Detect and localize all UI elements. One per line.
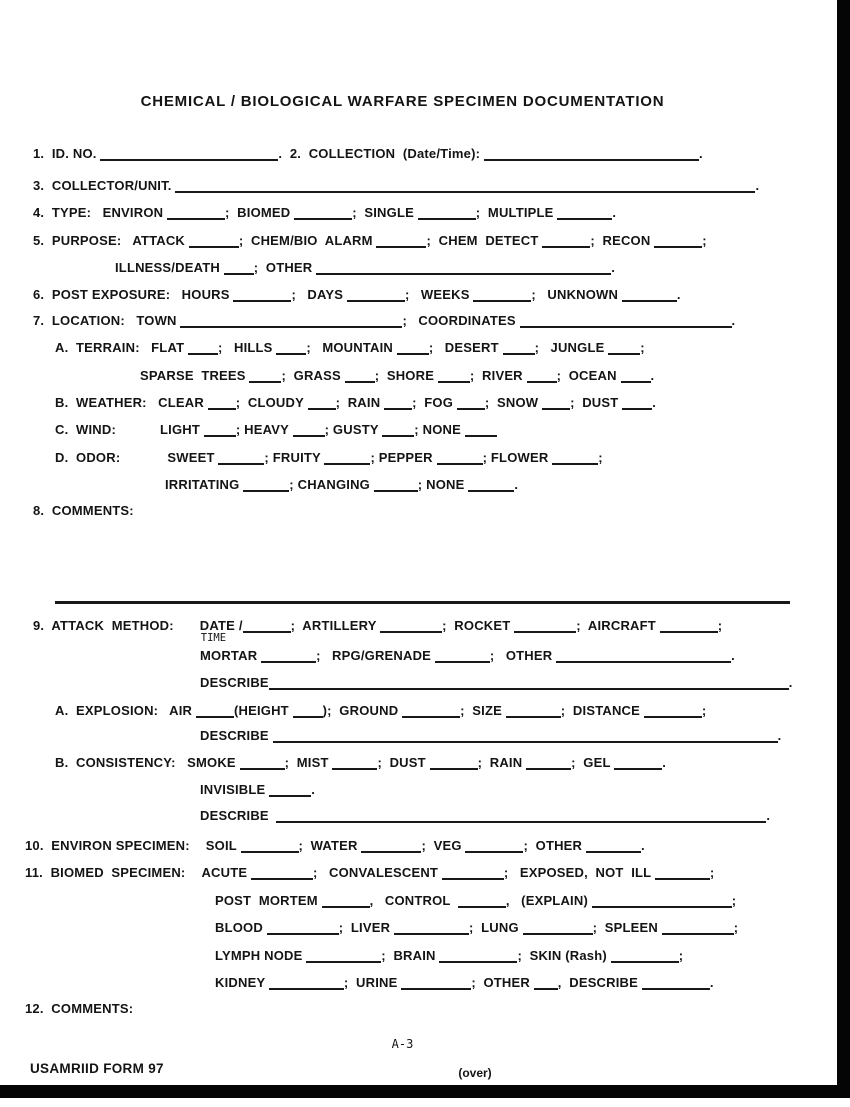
form-label: 8. COMMENTS: xyxy=(33,503,134,518)
form-label: ; xyxy=(678,948,684,963)
over-note: (over) xyxy=(458,1066,492,1080)
blank-field xyxy=(249,368,281,383)
blank-field xyxy=(384,395,412,410)
form-label: BLOOD xyxy=(215,920,267,935)
line-attack-describe xyxy=(200,675,793,690)
form-label: , DESCRIBE xyxy=(557,975,642,990)
blank-field xyxy=(465,838,523,853)
form-label: ; BRAIN xyxy=(381,948,440,963)
form-label: POST MORTEM xyxy=(215,893,322,908)
form-label: ; NONE xyxy=(414,422,465,437)
form-label: . xyxy=(755,178,760,193)
blank-field xyxy=(241,838,299,853)
blank-field xyxy=(418,205,476,220)
label-gap xyxy=(120,461,167,462)
blank-field xyxy=(465,422,497,437)
blank-field xyxy=(306,948,381,963)
line-odor-cont xyxy=(165,477,518,492)
blank-field xyxy=(642,975,710,990)
line-type xyxy=(33,205,616,220)
form-label: ; OTHER xyxy=(471,975,534,990)
scan-edge-right xyxy=(837,0,850,1098)
blank-field xyxy=(644,703,702,718)
blank-field xyxy=(294,205,352,220)
form-label: ; MIST xyxy=(284,755,333,770)
blank-field xyxy=(308,395,336,410)
blank-field xyxy=(218,450,264,465)
form-label: 7. LOCATION: TOWN xyxy=(33,313,181,328)
form-label: 9. ATTACK METHOD: xyxy=(33,618,174,633)
form-label: A. TERRAIN: FLAT xyxy=(55,340,189,355)
form-label: ; JUNGLE xyxy=(534,340,609,355)
blank-field xyxy=(556,648,731,663)
line-biomed-specimen xyxy=(25,865,714,880)
form-label: ; OTHER xyxy=(489,648,557,663)
line-consistency xyxy=(55,755,666,770)
blank-field xyxy=(622,287,677,302)
blank-field xyxy=(293,703,323,718)
form-label: ; LIVER xyxy=(338,920,395,935)
form-label: ; DESERT xyxy=(428,340,503,355)
form-label: ; CHANGING xyxy=(289,477,374,492)
blank-field xyxy=(458,893,506,908)
blank-field xyxy=(527,368,557,383)
form-label: ; OTHER xyxy=(523,838,586,853)
blank-field xyxy=(473,287,531,302)
line-explosion xyxy=(55,703,706,718)
form-label: DESCRIBE xyxy=(200,675,269,690)
form-label: ; DISTANCE xyxy=(560,703,644,718)
form-label: . xyxy=(731,313,736,328)
form-label: 3. COLLECTOR/UNIT. xyxy=(33,178,176,193)
blank-field xyxy=(261,648,316,663)
form-label: ; xyxy=(731,893,737,908)
form-label: (HEIGHT xyxy=(233,703,293,718)
line-biomed-cont-1 xyxy=(215,893,736,908)
form-label: , CONTROL xyxy=(369,893,458,908)
blank-field xyxy=(401,975,471,990)
blank-field xyxy=(662,920,734,935)
blank-field xyxy=(189,233,239,248)
blank-field xyxy=(660,618,718,633)
blank-field xyxy=(267,920,339,935)
line-comments-8 xyxy=(33,503,134,518)
blank-field xyxy=(332,755,377,770)
line-odor xyxy=(55,450,603,465)
blank-field xyxy=(361,838,421,853)
form-label: ; HEAVY xyxy=(235,422,293,437)
blank-field xyxy=(397,340,429,355)
blank-field xyxy=(586,838,641,853)
form-label: ; SNOW xyxy=(484,395,543,410)
form-label: ; OTHER xyxy=(253,260,317,275)
blank-field xyxy=(208,395,236,410)
blank-field xyxy=(442,865,504,880)
form-label: . xyxy=(777,728,782,743)
blank-field xyxy=(316,260,611,275)
blank-field xyxy=(534,975,558,990)
page-number: A-3 xyxy=(391,1037,414,1051)
form-label: . xyxy=(514,477,519,492)
form-label: ; SKIN (Rash) xyxy=(517,948,611,963)
form-label: 5. PURPOSE: ATTACK xyxy=(33,233,189,248)
form-label: , (EXPLAIN) xyxy=(505,893,592,908)
form-label: ; SHORE xyxy=(374,368,438,383)
form-label: ; DAYS xyxy=(291,287,347,302)
form-label: ; xyxy=(640,340,645,355)
form-label: ; MULTIPLE xyxy=(475,205,558,220)
form-label: ; HILLS xyxy=(218,340,277,355)
blank-field xyxy=(273,728,778,743)
blank-field xyxy=(324,450,370,465)
form-label: ; WATER xyxy=(298,838,362,853)
form-label: ; AIRCRAFT xyxy=(576,618,660,633)
blank-field xyxy=(468,477,514,492)
label-gap xyxy=(116,433,160,434)
form-label: ; RAIN xyxy=(477,755,527,770)
form-label: ; CLOUDY xyxy=(235,395,308,410)
blank-field xyxy=(621,368,651,383)
scan-edge-bottom xyxy=(0,1085,850,1098)
blank-field xyxy=(439,948,517,963)
blank-field xyxy=(175,178,755,193)
blank-field xyxy=(167,205,225,220)
blank-field xyxy=(592,893,732,908)
line-collector-unit xyxy=(33,178,759,193)
line-purpose xyxy=(33,233,707,248)
blank-field xyxy=(655,865,710,880)
form-label: 1. ID. NO. xyxy=(33,146,101,161)
blank-field xyxy=(269,675,789,690)
blank-field xyxy=(552,450,598,465)
form-label: . xyxy=(611,260,616,275)
blank-field xyxy=(523,920,593,935)
blank-field xyxy=(514,618,576,633)
form-label: ; NONE xyxy=(417,477,469,492)
form-label: ILLNESS/DEATH xyxy=(115,260,224,275)
form-label: . 2. COLLECTION (Date/Time): xyxy=(278,146,484,161)
line-consistency-describe xyxy=(200,808,770,823)
blank-field xyxy=(614,755,662,770)
form-label: . xyxy=(311,782,315,797)
form-label: SPARSE TREES xyxy=(140,368,250,383)
form-label: LYMPH NODE xyxy=(215,948,307,963)
form-label: ; VEG xyxy=(421,838,466,853)
blank-field xyxy=(269,782,311,797)
form-label: ; UNKNOWN xyxy=(531,287,622,302)
form-label: LIGHT xyxy=(160,422,204,437)
form-label: KIDNEY xyxy=(215,975,269,990)
form-label: ; xyxy=(702,233,707,248)
blank-field xyxy=(345,368,375,383)
form-label: ; WEEKS xyxy=(404,287,474,302)
line-attack-method-cont xyxy=(200,648,735,663)
date-time-stacked-label xyxy=(199,618,243,644)
blank-field xyxy=(520,313,732,328)
form-label: ; GUSTY xyxy=(324,422,383,437)
blank-field xyxy=(542,395,570,410)
line-terrain-cont xyxy=(140,368,654,383)
blank-field xyxy=(382,422,414,437)
form-sublabel: TIME xyxy=(200,632,227,644)
blank-field xyxy=(269,975,344,990)
line-post-exposure xyxy=(33,287,681,302)
form-label: ; xyxy=(717,618,723,633)
label-gap xyxy=(190,849,206,850)
blank-field xyxy=(233,287,291,302)
line-biomed-cont-2 xyxy=(215,920,738,935)
form-label: ; URINE xyxy=(343,975,402,990)
form-label: . xyxy=(731,648,735,663)
blank-field xyxy=(506,703,561,718)
form-label: B. CONSISTENCY: SMOKE xyxy=(55,755,240,770)
form-label: DESCRIBE xyxy=(200,728,273,743)
form-label: ; ARTILLERY xyxy=(290,618,381,633)
blank-field xyxy=(622,395,652,410)
line-location xyxy=(33,313,735,328)
blank-field xyxy=(608,340,640,355)
form-label: ; xyxy=(733,920,739,935)
blank-field xyxy=(376,233,426,248)
blank-field xyxy=(435,648,490,663)
form-label: ; FLOWER xyxy=(482,450,553,465)
blank-field xyxy=(276,340,306,355)
section-divider xyxy=(55,601,790,604)
form-label: ; xyxy=(701,703,707,718)
form-id-label: USAMRIID FORM 97 xyxy=(30,1061,164,1076)
form-label: ; RECON xyxy=(590,233,655,248)
form-label: SWEET xyxy=(167,450,219,465)
line-biomed-cont-4 xyxy=(215,975,714,990)
form-label: ; FRUITY xyxy=(264,450,325,465)
blank-field xyxy=(484,146,699,161)
blank-field xyxy=(402,703,460,718)
line-terrain xyxy=(55,340,645,355)
form-label: ; RAIN xyxy=(335,395,385,410)
blank-field xyxy=(438,368,470,383)
form-label: ; BIOMED xyxy=(225,205,295,220)
form-label: ACUTE xyxy=(201,865,252,880)
blank-field xyxy=(322,893,370,908)
form-label: ; SIZE xyxy=(460,703,506,718)
form-label: ; OCEAN xyxy=(556,368,621,383)
form-label: ; SPLEEN xyxy=(592,920,662,935)
form-label: B. WEATHER: CLEAR xyxy=(55,395,208,410)
blank-field xyxy=(526,755,571,770)
form-label: ; MOUNTAIN xyxy=(306,340,397,355)
form-label: 11. BIOMED SPECIMEN: xyxy=(25,865,186,880)
form-label: A. EXPLOSION: AIR xyxy=(55,703,196,718)
blank-field xyxy=(374,477,418,492)
line-biomed-cont-3 xyxy=(215,948,683,963)
line-attack-method xyxy=(33,618,723,644)
form-label: SOIL xyxy=(205,838,241,853)
form-label: . xyxy=(650,368,655,383)
blank-field xyxy=(437,450,483,465)
form-label: ; LUNG xyxy=(469,920,523,935)
blank-field xyxy=(243,477,289,492)
form-label: 12. COMMENTS: xyxy=(25,1001,134,1016)
form-label: 4. TYPE: ENVIRON xyxy=(33,205,168,220)
line-consistency-invisible xyxy=(200,782,315,797)
form-label: 10. ENVIRON SPECIMEN: xyxy=(25,838,190,853)
form-label: ; xyxy=(598,450,603,465)
form-label: . xyxy=(676,287,681,302)
blank-field xyxy=(293,422,325,437)
blank-field xyxy=(557,205,612,220)
form-label: . xyxy=(766,808,771,823)
form-label: DESCRIBE xyxy=(200,808,277,823)
form-label: ; RIVER xyxy=(469,368,527,383)
form-label: . xyxy=(662,755,667,770)
form-label: . xyxy=(709,975,714,990)
line-environ-specimen xyxy=(25,838,645,853)
line-purpose-cont xyxy=(115,260,615,275)
form-label: ; PEPPER xyxy=(370,450,437,465)
form-label: ; GEL xyxy=(571,755,615,770)
label-gap xyxy=(185,876,201,877)
blank-field xyxy=(394,920,469,935)
blank-field xyxy=(347,287,405,302)
form-label: IRRITATING xyxy=(165,477,244,492)
form-label: ); GROUND xyxy=(322,703,403,718)
form-title: CHEMICAL / BIOLOGICAL WARFARE SPECIMEN DOCUMENTATION xyxy=(140,93,665,110)
form-label: . xyxy=(788,675,793,690)
form-label: . xyxy=(652,395,657,410)
form-label: D. ODOR: xyxy=(55,450,121,465)
form-label: ; SINGLE xyxy=(352,205,418,220)
form-label: ; GRASS xyxy=(281,368,345,383)
form-label: ; COORDINATES xyxy=(402,313,520,328)
blank-field xyxy=(503,340,535,355)
form-label: . xyxy=(612,205,617,220)
label-gap xyxy=(174,629,200,630)
blank-field xyxy=(204,422,236,437)
form-label: 6. POST EXPOSURE: HOURS xyxy=(33,287,234,302)
blank-field xyxy=(243,618,291,633)
form-label: ; DUST xyxy=(377,755,430,770)
form-label: . xyxy=(698,146,703,161)
form-label: C. WIND: xyxy=(55,422,117,437)
form-label: MORTAR xyxy=(200,648,262,663)
line-weather xyxy=(55,395,656,410)
form-label: ; CHEM DETECT xyxy=(426,233,543,248)
form-label: DATE / xyxy=(199,618,243,633)
form-label: ; RPG/GRENADE xyxy=(316,648,435,663)
line-id-collection xyxy=(33,146,703,161)
form-label: ; FOG xyxy=(412,395,457,410)
form-label: ; CHEM/BIO ALARM xyxy=(238,233,377,248)
blank-field xyxy=(457,395,485,410)
form-label: INVISIBLE xyxy=(200,782,270,797)
blank-field xyxy=(654,233,702,248)
blank-field xyxy=(430,755,478,770)
blank-field xyxy=(196,703,234,718)
form-label: ; EXPOSED, NOT ILL xyxy=(503,865,655,880)
form-label: ; DUST xyxy=(570,395,623,410)
blank-field xyxy=(542,233,590,248)
blank-field xyxy=(100,146,278,161)
blank-field xyxy=(180,313,402,328)
blank-field xyxy=(240,755,285,770)
blank-field xyxy=(188,340,218,355)
form-label: ; CONVALESCENT xyxy=(313,865,442,880)
form-label: ; ROCKET xyxy=(442,618,515,633)
line-comments-12 xyxy=(25,1001,133,1016)
blank-field xyxy=(251,865,313,880)
line-explosion-describe xyxy=(200,728,781,743)
blank-field xyxy=(224,260,254,275)
form-label: . xyxy=(640,838,645,853)
blank-field xyxy=(611,948,679,963)
blank-field xyxy=(276,808,766,823)
blank-field xyxy=(380,618,442,633)
line-wind xyxy=(55,422,497,437)
form-label: ; xyxy=(709,865,715,880)
